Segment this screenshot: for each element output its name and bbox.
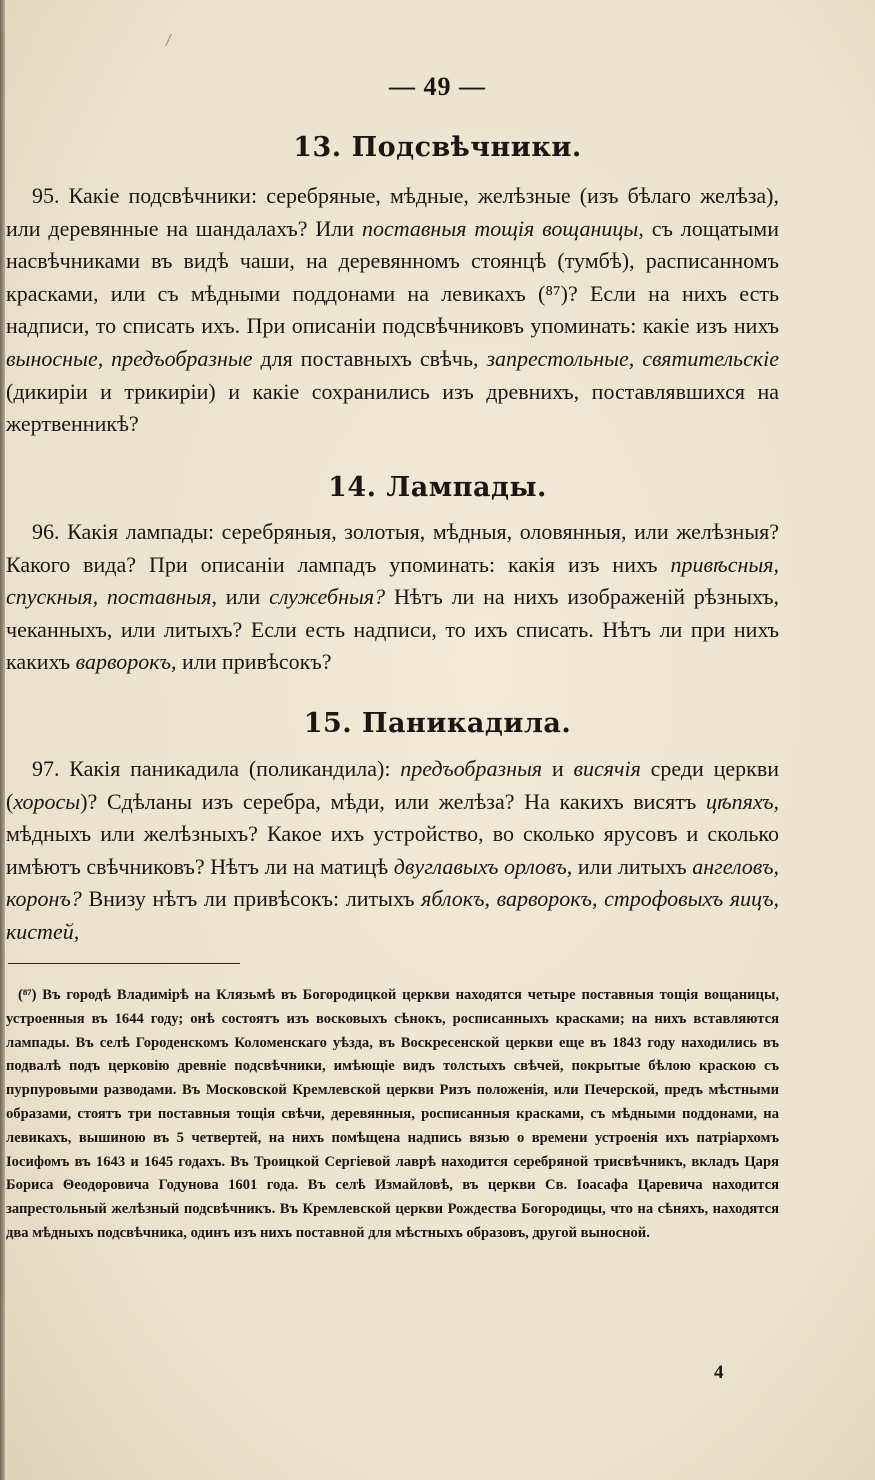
paragraph-96 — [6, 516, 779, 679]
paragraph-95 — [6, 180, 779, 441]
text-run: среди церкви ( — [6, 756, 779, 814]
text-run: 95. Какіе подсвѣчники: серебряные, мѣдные, желѣзные (изъ бѣлаго желѣза), или деревянные на шандалахъ? Или — [6, 183, 779, 241]
section-body-15 — [6, 753, 779, 949]
italic-term: варворокъ, — [75, 649, 177, 675]
italic-term: двуглавыхъ орловъ, — [393, 853, 573, 879]
text-run: Внизу нѣтъ ли привѣсокъ: литыхъ — [81, 886, 422, 912]
section-body-13 — [6, 180, 779, 441]
italic-term: висячія — [573, 756, 641, 781]
text-run: или привѣсокъ? — [176, 649, 332, 675]
page-edge-shadow — [0, 0, 5, 1480]
text-run: )? Сдѣланы изъ серебра, мѣди, или желѣза? На какихъ висятъ — [80, 788, 706, 814]
text-run: для поставныхъ свѣчь, — [252, 345, 487, 371]
text-run: или — [216, 584, 270, 610]
text-run: мѣдныхъ или желѣзныхъ? Какое ихъ устройство, во сколько ярусовъ и сколько имѣютъ свѣчниковъ? Нѣтъ ли на матицѣ — [6, 821, 779, 879]
footnote-text: (⁸⁷) Въ городѣ Владимірѣ на Клязьмѣ въ Богородицкой церкви находятся четыре поставныя тощія вощаницы, устроенныя въ 1644 году; онѣ состоятъ изъ восковыхъ сѣнокъ, росписанныхъ красками; на нихъ вставляются лампады. Въ селѣ Городенскомъ Коломенскаго уѣзда, въ Воскресенской церкви еще въ 1843 году находились въ подвалѣ подъ церковію древніе подсвѣчники, имѣющіе видъ толстыхъ свѣчей, покрытые бѣлою краскою съ пурпуровыми разводами. Въ Московской Кремлевской церкви Ризъ положенія, или Печерской, предъ мѣстными образами, стоятъ три поставныя тощія свѣчи, деревянныя, росписанныя красками, съ мѣдными поддонами, на левикахъ, вышиною въ 5 четвертей, на нихъ помѣщена надпись вязью о времени устроенія ихъ патріархомъ Іосифомъ въ 1643 и 1645 годахъ. Въ Троицкой Сергіевой лаврѣ находится серебряной трисвѣчникъ, вкладъ Царя Бориса Θеодоровича Годунова 1601 года. Въ селѣ Измайловѣ, въ церкви Св. Іоасафа Царевича находится запрестольный желѣзный подсвѣчникъ. Въ Кремлевской церкви Рождества Богородицы, что на сѣняхъ, находятся два мѣдныхъ подсвѣчника, одинъ изъ нихъ поставной для мѣстныхъ образовъ, другой выносной. — [6, 987, 779, 1241]
section-title-15: 15. Паникадила. — [303, 708, 572, 739]
italic-term: поставныя тощія вощаницы — [361, 215, 639, 241]
text-run: 96. Какія лампады: серебряныя, золотыя, мѣдныя, оловянныя, или желѣзныя? Какого вида? При описаніи лампадъ упоминать: какія изъ нихъ — [6, 519, 779, 577]
text-run: 97. Какія паникадила (поликандила): — [32, 756, 401, 781]
italic-term: цѣпяхъ, — [705, 788, 779, 814]
text-run: Нѣтъ ли на нихъ изображеній рѣзныхъ, чеканныхъ, или литыхъ? Если есть надписи, то ихъ списать. Нѣтъ ли при нихъ какихъ — [6, 584, 780, 675]
footnote-87 — [6, 984, 779, 1246]
italic-term: ангеловъ, коронъ? — [6, 853, 779, 912]
printer-signature-mark: 4 — [714, 1362, 724, 1383]
text-run: и — [542, 756, 574, 781]
footnote-separator — [8, 963, 240, 964]
italic-term: хоросы — [13, 788, 81, 814]
italic-term: запрестольные, святительскіе — [486, 345, 780, 371]
italic-term: яблокъ, варворокъ, строфовыхъ яицъ, кистей, — [6, 886, 779, 944]
pencil-mark — [165, 34, 178, 46]
section-title-14: 14. Лампады. — [328, 472, 547, 503]
section-title-13: 13. Подсвѣчники. — [293, 132, 582, 163]
italic-term: предъобразныя — [400, 756, 543, 781]
text-run: , съ лощатыми насвѣчниками въ видѣ чаши, на деревянномъ стоянцѣ (тумбѣ), расписанномъ красками, или съ мѣдными поддонами на левикахъ (⁸⁷)? Если на нихъ есть надписи, то списать ихъ. При описаніи подсвѣчниковъ упоминать: какіе изъ нихъ — [6, 215, 779, 339]
italic-term: выносные, предъобразные — [6, 345, 253, 371]
section-body-14 — [6, 516, 779, 679]
paragraph-97 — [6, 753, 779, 949]
italic-term: привѣсныя, спускныя, поставныя, — [6, 551, 779, 610]
page-header: — 49 — — [389, 72, 486, 101]
italic-term: служебныя? — [269, 584, 386, 610]
text-run: (дикиріи и трикиріи) и какіе сохранились изъ древнихъ, поставлявшихся на жертвенникѣ? — [6, 378, 779, 437]
text-run: или литыхъ — [572, 853, 693, 879]
